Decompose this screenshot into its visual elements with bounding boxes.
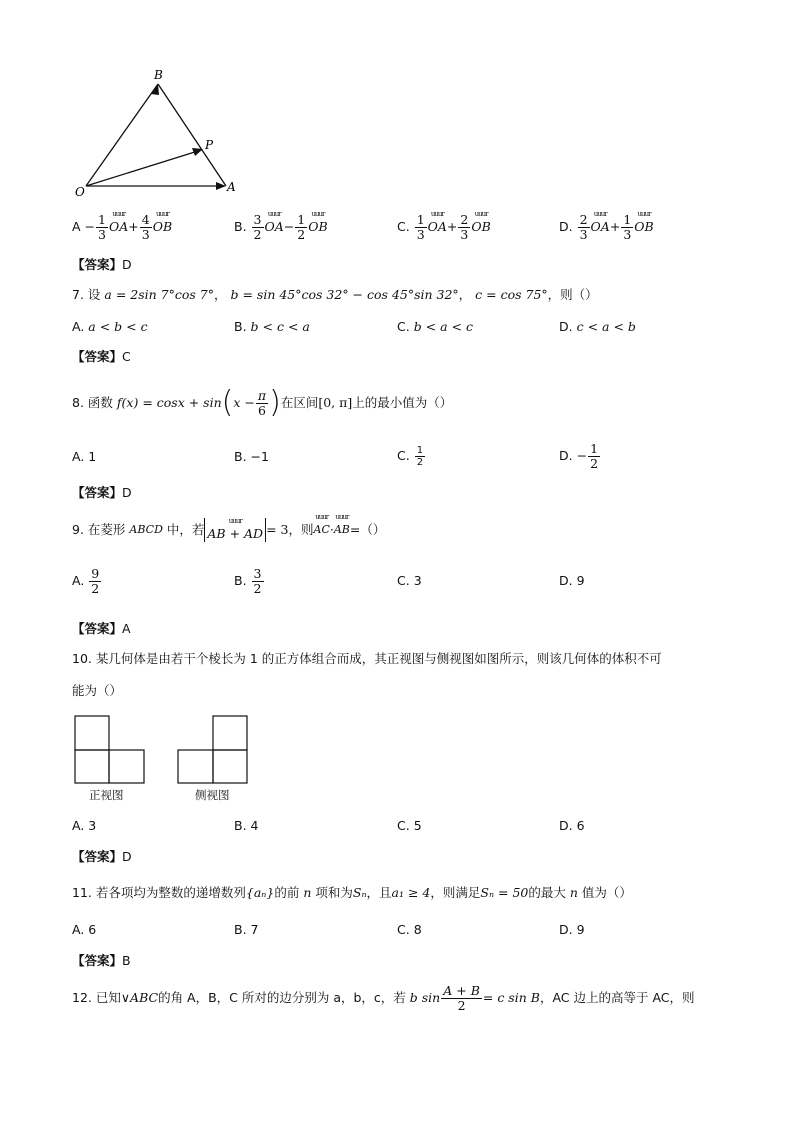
- q6-answer: 【答案】D: [72, 257, 132, 272]
- q6-option-a: A − $\frac{1}{3}$ uuur OA+ $\frac{4}{3}$ uuur OB: [72, 210, 173, 242]
- q8-option-a: A. 1: [72, 449, 97, 464]
- q10-answer: 【答案】D: [72, 849, 132, 864]
- q11-stem: 11. 若各项均为整数的递增数列{aₙ}的前 n 项和为Sₙ，且a₁ ≥ 4，则满足Sₙ = 50的最大 n 值为（）: [72, 885, 632, 900]
- q7-option-a: A. a < b < c: [72, 319, 148, 334]
- label-o: O: [75, 185, 85, 199]
- q11-option-b: B. 7: [234, 922, 259, 937]
- q8-option-c: C. $\frac{1}{2}$: [397, 444, 424, 468]
- q12-stem: 12. 已知 ∨ABC 的角 A，B，C 所对的边分别为 a，b，c，若 b sin $\frac{A + B}{2}$ = c sin B ，AC 边上的高等于 AC，则: [72, 982, 695, 1013]
- side-view-caption: 侧视图: [195, 788, 230, 802]
- q10-option-b: B. 4: [234, 818, 259, 833]
- label-p: P: [205, 138, 214, 152]
- q7-option-c: C. b < a < c: [397, 319, 473, 334]
- q10-stem-line1: 10. 某几何体是由若干个棱长为 1 的正方体组合而成，其正视图与侧视图如图所示，则该几何体的体积不可: [72, 651, 662, 666]
- q11-answer: 【答案】B: [72, 953, 131, 968]
- q10-option-d: D. 6: [559, 818, 585, 833]
- q6-option-d: D. $\frac{2}{3}$ uuur OA+ $\frac{1}{3}$ uuur OB: [559, 210, 654, 242]
- q9-option-b: B. $\frac{3}{2}$: [234, 565, 262, 596]
- side-view-figure: [177, 715, 249, 785]
- q9-option-d: D. 9: [559, 573, 585, 588]
- q11-option-d: D. 9: [559, 922, 585, 937]
- front-view-figure: [74, 715, 146, 785]
- q6-option-b: B. $\frac{3}{2}$ uuur OA− $\frac{1}{2}$ uuur OB: [234, 210, 328, 242]
- q7-answer: 【答案】C: [72, 349, 131, 364]
- q10-option-c: C. 5: [397, 818, 422, 833]
- q8-option-d: D. − $\frac{1}{2}$: [559, 440, 599, 471]
- q9-option-c: C. 3: [397, 573, 422, 588]
- q10-option-a: A. 3: [72, 818, 97, 833]
- label-a: A: [227, 180, 236, 194]
- triangle-vector-figure: [70, 68, 250, 200]
- q11-option-c: C. 8: [397, 922, 422, 937]
- q9-answer: 【答案】A: [72, 621, 131, 636]
- q10-stem-line2: 能为（）: [72, 683, 123, 698]
- q9-option-a: A. $\frac{9}{2}$: [72, 565, 100, 596]
- q8-answer: 【答案】D: [72, 485, 132, 500]
- q9-stem: 9. 在菱形 ABCD 中，若 uuur AB + AD = 3 ，则 uuur AC · uuur AB =（）: [72, 513, 386, 541]
- label-b: B: [154, 68, 163, 82]
- front-view-caption: 正视图: [89, 788, 124, 802]
- q7-option-d: D. c < a < b: [559, 319, 636, 334]
- q8-option-b: B. −1: [234, 449, 269, 464]
- q7-stem: 7. 设 a = 2sin 7°cos 7°， b = sin 45°cos 32° − cos 45°sin 32°， c = cos 75°，则（）: [72, 287, 598, 302]
- q7-option-b: B. b < c < a: [234, 319, 310, 334]
- q6-option-c: C. $\frac{1}{3}$ uuur OA+ $\frac{2}{3}$ uuur OB: [397, 210, 491, 242]
- q11-option-a: A. 6: [72, 922, 97, 937]
- q8-stem: 8. 函数 f(x) = cosx + sin ( x − $\frac{\pi}{6}$ ) 在区间 [0, π] 上的最小值为（）: [72, 385, 453, 420]
